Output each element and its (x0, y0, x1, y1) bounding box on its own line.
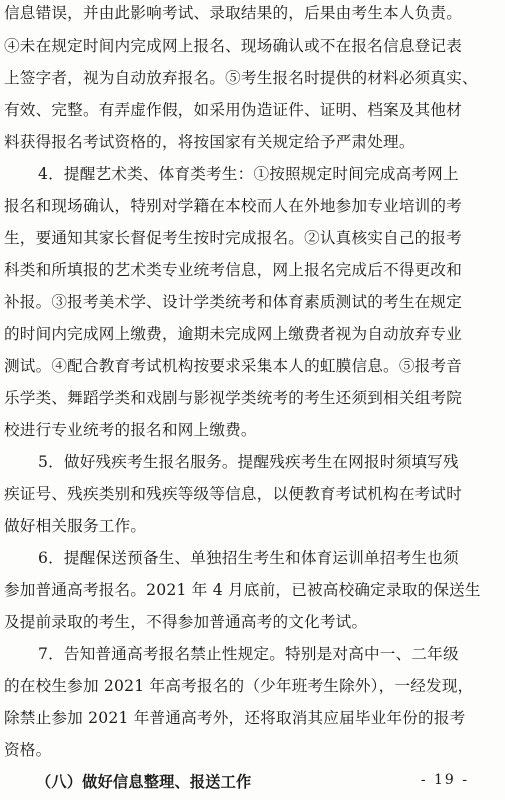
section-4-first-line: 4．提醒艺术类、体育类考生：①按照规定时间完成高考网上 (38, 165, 459, 183)
body-text-line: 校进行专业统考的报名和网上缴费。 (4, 421, 257, 439)
section-7-first-line: 7．告知普通高考报名禁止性规定。特别是对高中一、二年级 (38, 645, 459, 663)
body-text-line: 料获得报名考试资格的，将按国家有关规定给予严肃处理。 (4, 133, 415, 151)
body-text-line: 报名和现场确认，特别对学籍在本校而人在外地参加专业培训的考 (4, 197, 463, 215)
body-text-line: 资格。 (4, 741, 52, 759)
page-number: - 19 - (420, 772, 469, 788)
body-text-line: 上签字者，视为自动放弃报名。⑤考生报名时提供的材料必须真实、 (4, 69, 478, 87)
body-text-line: 做好相关服务工作。 (4, 517, 147, 535)
body-text-line: 参加普通高考报名。2021 年 4 月底前，已被高校确定录取的保送生 (4, 581, 481, 599)
body-text-line: 有效、完整。有弄虚作假，如采用伪造证件、证明、档案及其他材 (4, 101, 463, 119)
body-text-line: 信息错误，并由此影响考试、录取结果的，后果由考生本人负责。 (4, 4, 463, 22)
body-text-line: 的在校生参加 2021 年高考报名的（少年班考生除外），一经发现， (4, 677, 474, 695)
body-text-line: 及提前录取的考生，不得参加普通高考的文化考试。 (4, 613, 368, 631)
body-text-line: ④未在规定时间内完成网上报名、现场确认或不在报名信息登记表 (4, 37, 463, 55)
section-6-first-line: 6．提醒保送预备生、单独招生考生和体育运训单招考生也须 (38, 549, 459, 567)
section-heading-8: （八）做好信息整理、报送工作 (36, 773, 252, 791)
body-text-line: 科类和所填报的艺术类专业统考信息，网上报名完成后不得更改和 (4, 261, 463, 279)
body-text-line: 补报。③报考美术学、设计学类统考和体育素质测试的考生在规定 (4, 293, 463, 311)
body-text-line: 疾证号、残疾类别和残疾等级等信息，以便教育考试机构在考试时 (4, 485, 463, 503)
body-text-line: 乐学类、舞蹈学类和戏剧与影视学类统考的考生还须到相关组考院 (4, 389, 463, 407)
body-text-line: 测试。④配合教育考试机构按要求采集本人的虹膜信息。⑤报考音 (4, 357, 463, 375)
body-text-line: 除禁止参加 2021 年普通高考外，还将取消其应届毕业年份的报考 (4, 709, 466, 727)
body-text-line: 生，要通知其家长督促考生按时完成报名。②认真核实自己的报考 (4, 229, 463, 247)
body-text-line: 的时间内完成网上缴费，逾期未完成网上缴费者视为自动放弃专业 (4, 325, 463, 343)
section-5-first-line: 5．做好残疾考生报名服务。提醒残疾考生在网报时须填写残 (38, 453, 459, 471)
